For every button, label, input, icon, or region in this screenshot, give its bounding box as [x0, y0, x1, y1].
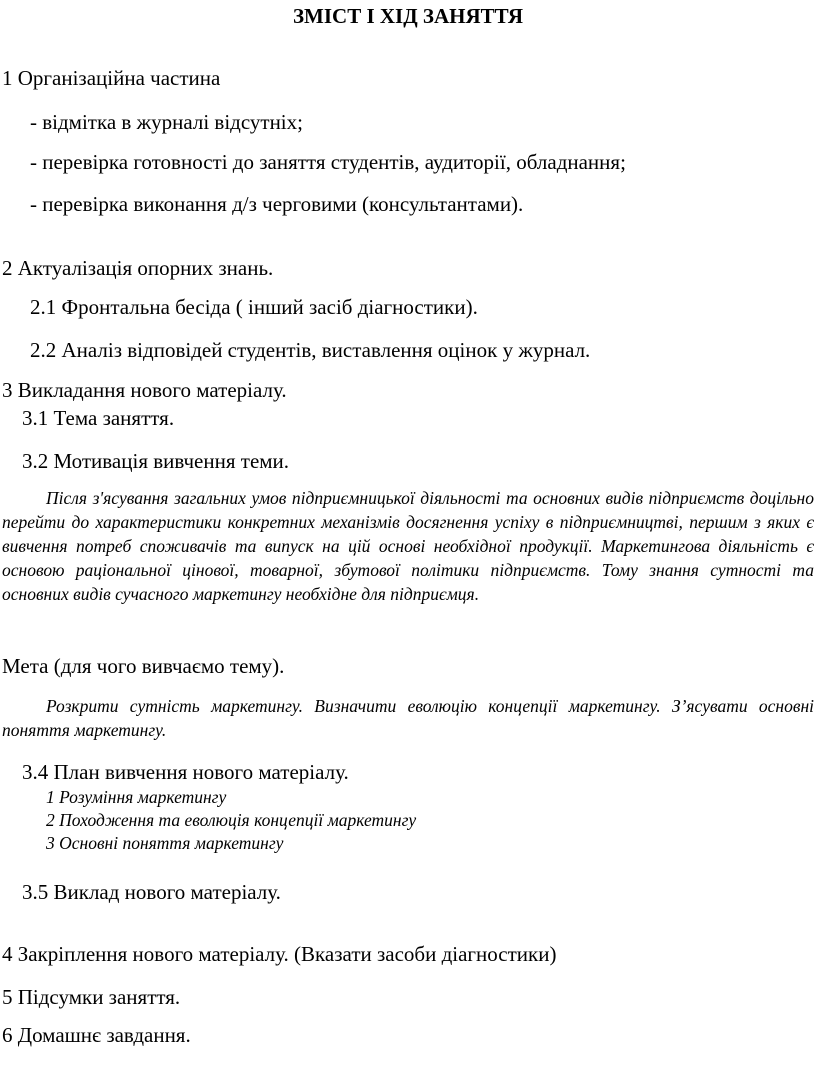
section-1-item: - відмітка в журналі відсутніх; — [30, 110, 303, 134]
goal-heading: Мета (для чого вивчаємо тему). — [2, 654, 285, 678]
plan-item: 1 Розуміння маркетингу — [46, 787, 227, 807]
motivation-heading: 3.2 Мотивація вивчення теми. — [22, 449, 290, 473]
section-4-heading: 4 Закріплення нового матеріалу. (Вказати засоби діагностики) — [2, 942, 557, 966]
goal-text: Розкрити сутність маркетингу. Визначити еволюцію концепції маркетингу. З’ясувати основні поняття маркетингу. — [2, 696, 814, 740]
section-6-heading: 6 Домашнє завдання. — [2, 1023, 191, 1047]
plan-item: 3 Основні поняття маркетингу — [46, 833, 284, 853]
topic-heading: 3.1 Тема заняття. — [22, 406, 175, 430]
page-title: ЗМІСТ І ХІД ЗАНЯТТЯ — [292, 4, 524, 28]
section-2-item: 2.1 Фронтальна бесіда ( інший засіб діагностики). — [30, 295, 478, 319]
section-2-item: 2.2 Аналіз відповідей студентів, виставлення оцінок у журнал. — [30, 338, 591, 362]
section-1-item: - перевірка готовності до заняття студентів, аудиторії, обладнання; — [30, 150, 626, 174]
section-2-heading: 2 Актуалізація опорних знань. — [2, 256, 274, 280]
section-5-heading: 5 Підсумки заняття. — [2, 985, 181, 1009]
presentation-heading: 3.5 Виклад нового матеріалу. — [22, 880, 281, 904]
section-1-heading: 1 Організаційна частина — [2, 66, 221, 90]
plan-heading: 3.4 План вивчення нового матеріалу. — [22, 760, 349, 784]
section-1-item: - перевірка виконання д/з черговими (консультантами). — [30, 192, 524, 216]
motivation-text: Після з'ясування загальних умов підприємницької діяльності та основних видів підприємств доцільно перейти до характеристики конкретних механізмів досягнення успіху в підприємництві, першим з яких є вивчення потреб споживачів та випуск на цій основі необхідної продукції. Маркетингова діяльність є основою раціональної цінової, товарної, збутової політики підприємств. Тому знання сутності та основних видів сучасного маркетингу необхідне для підприємця. — [2, 488, 814, 604]
section-3-heading: 3 Викладання нового матеріалу. — [2, 378, 287, 402]
plan-item: 2 Походження та еволюція концепції маркетингу — [46, 810, 417, 830]
